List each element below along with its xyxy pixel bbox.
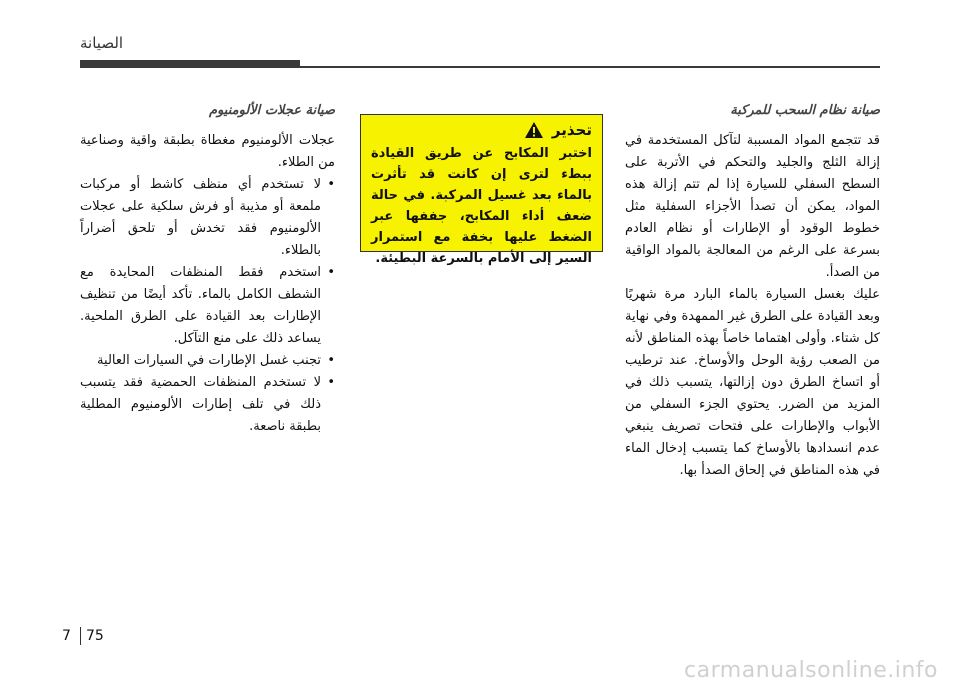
underbody-paragraph: قد تتجمع المواد المسببة لتآكل المستخدمة في إزالة الثلج والجليد والتحكم في الأتربة على السطح السفلي للسيارة إذا لم تتم إزالة هذه المواد، يمكن أن تصدأ الأجزاء السفلية مثل خطوط الوقود أو الإطارات أو نظام العادم بسرعة على الرغم من المعالجة بالمواد الواقية من الصدأ. — [625, 133, 880, 280]
page-number-divider — [80, 627, 81, 645]
header-rule-thin — [80, 66, 880, 68]
aluminum-wheel-section — [80, 100, 335, 438]
underbody-maintenance-section — [625, 100, 880, 482]
page-header-title: الصيانة — [80, 34, 124, 52]
underbody-heading: صيانة نظام السحب للمركبة — [730, 103, 880, 118]
page-number: 75 — [86, 628, 104, 644]
warning-triangle-icon — [524, 121, 544, 139]
bullet-item: • لا تستخدم أي منظف كاشط أو مركبات ملمعة أو مذيبة أو فرش سلكية على عجلات الألومنيوم فقد تخدش أو تلحق أضراراً بالطلاء. — [80, 174, 335, 262]
warning-header — [371, 121, 592, 139]
warning-box — [360, 114, 603, 266]
aluminum-wheel-bullets — [80, 174, 335, 438]
chapter-number: 7 — [62, 628, 71, 644]
aluminum-wheel-intro: عجلات الألومنيوم مغطاة بطبقة واقية وصناعية من الطلاء. — [80, 133, 335, 170]
aluminum-wheel-heading: صيانة عجلات الألومنيوم — [209, 103, 335, 118]
warning-title: تحذير — [551, 121, 592, 139]
underbody-paragraph: عليك بغسل السيارة بالماء البارد مرة شهريًا وبعد القيادة على الطرق غير الممهدة وفي نهاية كل شتاء. وأولى اهتماما خاصاً بهذه المناطق لأنه من الصعب رؤية الوحل والأوساخ. عند ترطيب أو اتساخ الطرق دون إزالتها، يتسبب ذلك في المزيد من الضرر. يحتوي الجزء السفلي من الأبواب والإطارات على فتحات تصريف ينبغي عدم انسدادها بالأوساخ كما يتسبب إدخال الماء في هذه المناطق في إلحاق الصدأ بها. — [625, 287, 880, 478]
bullet-item: • استخدم فقط المنظفات المحايدة مع الشطف الكامل بالماء. تأكد أيضًا من تنظيف الإطارات بعد القيادة على الطرق الملحية. يساعد ذلك على منع التآكل. — [80, 262, 335, 350]
watermark-text: carmanualsonline.info — [684, 658, 938, 683]
warning-text: اختبر المكابح عن طريق القيادة ببطء لترى إن كانت قد تأثرت بالماء بعد غسيل المركبة. في حالة ضعف أداء المكابح، جففها عبر الضغط عليها بخفة مع استمرار السير إلى الأمام بالسرعة البطيئة. — [371, 146, 592, 266]
bullet-item: • تجنب غسل الإطارات في السيارات العالية — [80, 350, 335, 372]
bullet-item: • لا تستخدم المنظفات الحمضية فقد يتسبب ذلك في تلف إطارات الألومنيوم المطلية بطبقة ناصعة. — [80, 372, 335, 438]
